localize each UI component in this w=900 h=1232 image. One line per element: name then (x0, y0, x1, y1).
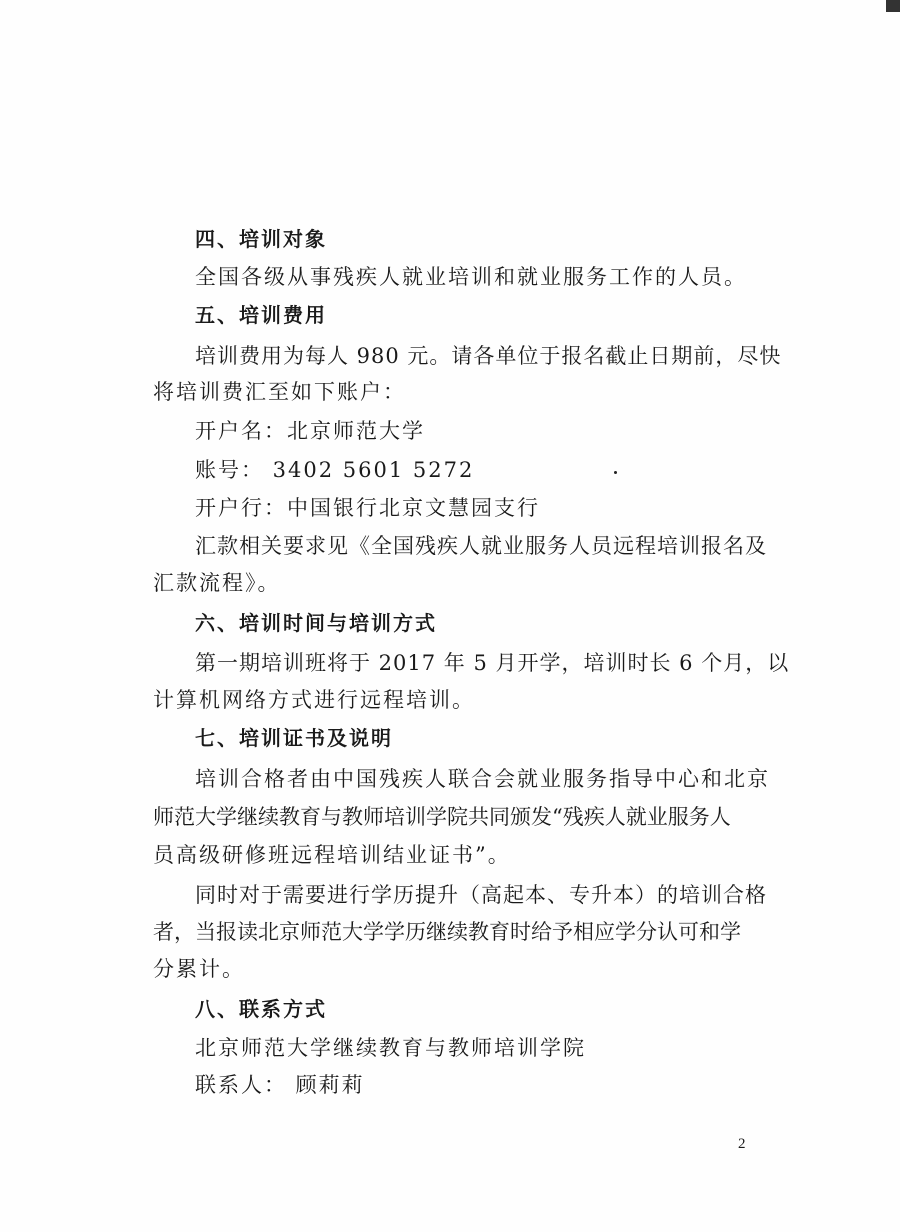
section-5-heading: 五、培训费用 (195, 303, 327, 327)
page-number: 2 (738, 1136, 746, 1152)
account-number: 账号： 3402 5601 5272 (195, 458, 475, 482)
section-7-line-4: 同时对于需要进行学历提升（高起本、专升本）的培训合格 (195, 883, 767, 907)
section-6-line-2: 计算机网络方式进行远程培训。 (153, 688, 475, 712)
section-7-line-2: 师范大学继续教育与教师培训学院共同颁发“残疾人就业服务人 (153, 805, 731, 829)
section-6-heading: 六、培训时间与培训方式 (195, 611, 437, 635)
section-7-line-6: 分累计。 (153, 957, 245, 981)
section-5-line-6: 汇款相关要求见《全国残疾人就业服务人员远程培训报名及 (195, 534, 767, 558)
account-bank: 开户行：中国银行北京文慧园支行 (195, 496, 540, 520)
account-name: 开户名：北京师范大学 (195, 419, 425, 443)
contact-institution: 北京师范大学继续教育与教师培训学院 (195, 1036, 586, 1060)
section-7-line-1: 培训合格者由中国残疾人联合会就业服务指导中心和北京 (195, 767, 770, 791)
section-8-heading: 八、联系方式 (195, 997, 327, 1021)
section-7-line-3: 员高级研修班远程培训结业证书”。 (153, 843, 511, 867)
section-6-line-1: 第一期培训班将于 2017 年 5 月开学，培训时长 6 个月，以 (195, 651, 790, 675)
section-4-heading: 四、培训对象 (195, 227, 327, 251)
scan-speck (614, 471, 617, 474)
contact-person: 联系人： 顾莉莉 (195, 1073, 365, 1097)
section-7-line-5: 者，当报读北京师范大学学历继续教育时给予相应学分认可和学 (153, 920, 741, 944)
scan-corner-mark (886, 0, 900, 12)
section-7-heading: 七、培训证书及说明 (195, 726, 393, 750)
section-5-line-1: 培训费用为每人 980 元。请各单位于报名截止日期前，尽快 (195, 344, 782, 368)
section-5-line-2: 将培训费汇至如下账户： (153, 380, 406, 404)
section-5-line-7: 汇款流程》。 (153, 571, 281, 595)
section-4-line-1: 全国各级从事残疾人就业培训和就业服务工作的人员。 (195, 265, 747, 289)
